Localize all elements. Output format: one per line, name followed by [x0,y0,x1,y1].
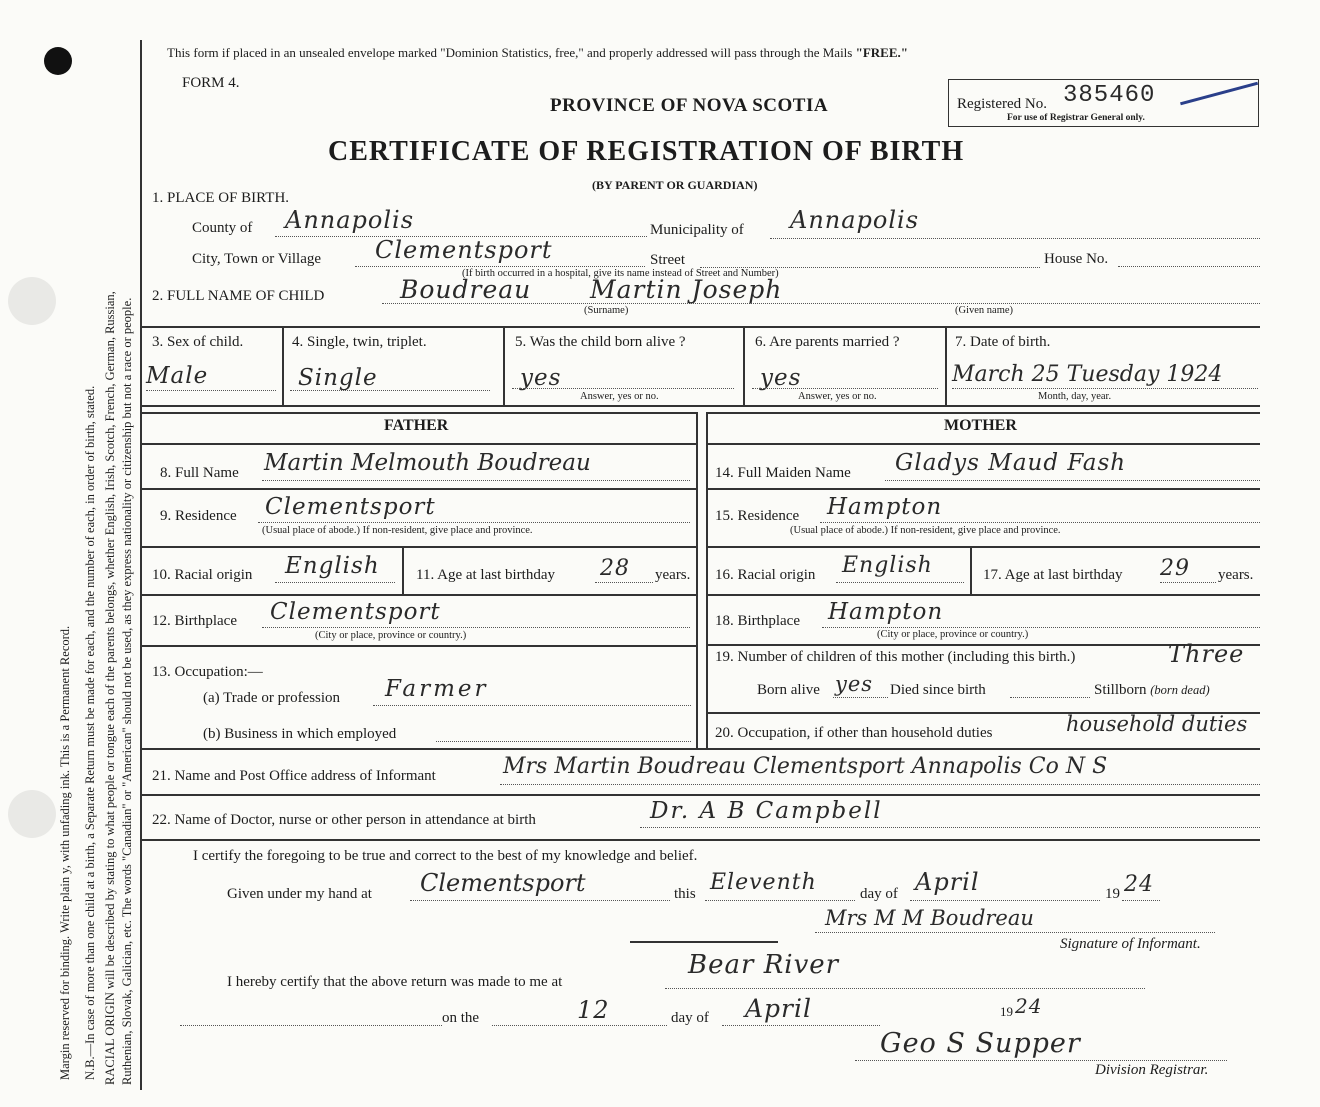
born-alive-value: yes [835,672,874,696]
doctor-bottom-border [142,839,1260,841]
father-trade-label: (a) Trade or profession [203,690,341,706]
father-right-border [696,412,698,748]
mother-residence-line [820,522,1260,523]
father-birthplace-note: (City or place, province or country.) [315,630,467,641]
doctor-label: 22. Name of Doctor, nurse or other person in attendance at birth [152,812,536,828]
alive-value: yes [520,365,562,391]
municipality-label: Municipality of [650,222,744,238]
single-value: Single [298,365,378,391]
mother-racial-divider [970,546,972,594]
mother-residence-note: (Usual place of abode.) If non-resident, give place and province. [790,525,1061,536]
child-given-name: Martin Joseph [590,275,783,304]
form-left-border [140,40,142,1090]
day-of-label: day of [860,886,898,902]
mother-heading: MOTHER [944,417,1017,434]
month-line [910,900,1100,901]
mother-birthplace-label: 18. Birthplace [715,613,800,629]
hospital-note: (If birth occurred in a hospital, give its name instead of Street and Number) [462,268,779,279]
father-row-10-border [142,594,697,596]
given-name-note: (Given name) [955,305,1014,316]
month-value: April [915,868,980,896]
row-3-divider-1 [282,326,284,405]
mother-left-border [706,412,708,748]
registrar-note: For use of Registrar General only. [1007,113,1145,123]
city-label: City, Town or Village [192,251,322,267]
informant-label: 21. Name and Post Office address of Informant [152,768,436,784]
year-value: 24 [1124,872,1154,897]
registrar-place-value: Bear River [688,950,840,980]
born-alive-line [833,697,888,698]
father-residence-line [258,522,690,523]
died-label: Died since birth [890,682,986,698]
municipality-line [770,238,1260,239]
mother-racial-label: 16. Racial origin [715,567,816,583]
father-business-label: (b) Business in which employed [203,726,397,742]
stillborn-text: Stillborn [1094,682,1147,698]
mother-birthplace-value: Hampton [828,599,944,625]
province-heading: PROVINCE OF NOVA SCOTIA [550,95,829,116]
sex-value: Male [146,363,209,389]
sex-label: 3. Sex of child. [152,334,244,350]
registrar-day-line [492,1025,667,1026]
mother-name-line [885,480,1260,481]
row-3-divider-2 [503,326,505,405]
year-prefix: 19 [1105,886,1120,902]
married-line [752,388,938,389]
mother-racial-value: English [842,553,933,578]
registrar-day-value: 12 [577,996,610,1024]
informant-value: Mrs Martin Boudreau Clementsport Annapolis Co N S [503,754,1108,779]
margin-note-binding: Margin reserved for binding. Write plain y, with unfading ink. This is a Permanent Record. [58,625,72,1080]
on-the-label: on the [442,1010,480,1026]
row-3-top-border [142,326,1260,328]
alive-note: Answer, yes or no. [580,391,659,402]
father-heading-border [142,443,697,445]
mother-age-value: 29 [1160,556,1190,581]
father-age-line [595,582,653,583]
alive-label: 5. Was the child born alive ? [515,334,686,350]
doctor-value: Dr. A B Campbell [650,798,883,824]
registrar-statement: I hereby certify that the above return was made to me at [227,974,563,990]
mother-row-15-border [707,546,1260,548]
this-label: this [674,886,696,902]
county-value: Annapolis [285,206,415,234]
dob-line [952,388,1258,389]
child-surname: Boudreau [400,275,532,304]
margin-note-multiple-births: N.B.—In case of more than one child at a birth, a Separate Return must be made for each, and the number of each, in order of birth, stated. [83,385,97,1080]
municipality-value: Annapolis [790,206,920,234]
dob-value: March 25 Tuesday 1924 [952,362,1223,387]
father-business-line [436,741,691,742]
registrar-day-of-label: day of [671,1010,709,1026]
mother-children-label: 19. Number of children of this mother (including this birth.) [715,649,1076,665]
day-line [705,900,855,901]
dob-label: 7. Date of birth. [955,334,1051,350]
row-3-divider-4 [945,326,947,405]
mother-age-label: 17. Age at last birthday [983,567,1123,583]
mail-notice-text: This form if placed in an unsealed envelope marked "Dominion Statistics, free," and properly addressed will pass through the Mails [167,45,856,60]
registrar-signature: Geo S Supper [880,1028,1081,1059]
informant-line [500,784,1260,785]
certificate-subtitle: (BY PARENT OR GUARDIAN) [592,178,758,192]
house-label: House No. [1044,251,1109,267]
city-value: Clementsport [375,236,553,264]
registrar-signature-line [855,1060,1227,1061]
given-place-line [410,900,670,901]
informant-signature: Mrs M M Boudreau [825,906,1034,930]
mother-residence-label: 15. Residence [715,508,800,524]
given-label: Given under my hand at [227,886,372,902]
father-racial-label: 10. Racial origin [152,567,253,583]
certificate-title: CERTIFICATE OF REGISTRATION OF BIRTH [328,136,965,167]
father-racial-line [275,582,395,583]
registered-label: Registered No. [957,96,1047,112]
margin-note-racial-origin-1: RACIAL ORIGIN will be described by stating to what people or tongue each of the parents belongs, whether English, Irish, Scotch, French, German, Russian, [103,291,117,1085]
house-line [1118,266,1260,267]
city-line [355,266,645,267]
father-birthplace-line [262,627,690,628]
parents-top-border [142,412,697,414]
division-registrar-label: Division Registrar. [1095,1062,1209,1078]
mother-children-value: Three [1168,640,1245,668]
surname-note: (Surname) [584,305,629,316]
certify-statement: I certify the foregoing to be true and correct to the best of my knowledge and belief. [193,848,698,864]
informant-signature-label: Signature of Informant. [1060,936,1201,952]
registered-number: 385460 [1063,82,1156,109]
father-birthplace-value: Clementsport [270,599,441,625]
margin-note-racial-origin-2: Ruthenian, Slovak, Galician, etc. The words "Canadian" or "American" should not be used, as they express nationality or citizenship but not a race or people. [120,297,134,1085]
mother-name-value: Gladys Maud Fash [895,450,1127,476]
registrar-year-prefix: 19 [1000,1004,1013,1019]
registrar-place-line [665,988,1145,989]
parents-top-border-right [707,412,1260,414]
day-value: Eleventh [710,870,817,895]
married-note: Answer, yes or no. [798,391,877,402]
county-label: County of [192,220,253,236]
registrar-month-value: April [745,994,812,1023]
father-trade-line [373,705,691,706]
father-residence-label: 9. Residence [160,508,237,524]
father-name-value: Martin Melmouth Boudreau [264,450,591,476]
mother-occupation-label: 20. Occupation, if other than household duties [715,725,993,741]
informant-signature-line [815,932,1215,933]
father-row-12-border [142,645,697,647]
father-age-unit: years. [655,567,691,583]
mother-occupation-value: household duties [1066,712,1248,736]
father-row-9-border [142,546,697,548]
father-racial-divider [402,546,404,594]
married-label: 6. Are parents married ? [755,334,900,350]
father-name-label: 8. Full Name [160,465,239,481]
born-alive-label: Born alive [757,682,820,698]
father-age-value: 28 [600,556,630,581]
mother-age-unit: years. [1218,567,1254,583]
father-occupation-label: 13. Occupation:— [152,664,263,680]
mother-birthplace-line [822,627,1260,628]
single-line [290,390,490,391]
stillborn-label [1094,682,1210,699]
dob-note: Month, day, year. [1038,391,1112,402]
child-name-label: 2. FULL NAME OF CHILD [152,288,325,304]
registered-number-box [948,79,1259,127]
form-number: FORM 4. [182,75,240,91]
parents-bottom-border [142,748,1260,750]
place-heading: 1. PLACE OF BIRTH. [152,190,290,206]
row-3-bottom-border [142,405,1260,407]
certify-divider [630,941,778,943]
mail-notice [167,45,908,61]
given-place-value: Clementsport [420,869,586,897]
married-value: yes [760,365,802,391]
sex-line [146,390,276,391]
father-age-label: 11. Age at last birthday [416,567,555,583]
father-row-8-border [142,488,697,490]
mother-racial-line [836,582,964,583]
stillborn-note: (born dead) [1150,683,1210,697]
binding-hole-top [44,47,72,75]
father-birthplace-label: 12. Birthplace [152,613,237,629]
year-line [1122,900,1160,901]
father-trade-value: Farmer [385,676,489,702]
mother-row-14-border [707,488,1260,490]
mother-birthplace-note: (City or place, province or country.) [877,629,1029,640]
binding-hole-middle [8,277,56,325]
doctor-line [640,827,1260,828]
mother-name-label: 14. Full Maiden Name [715,465,851,481]
mother-residence-value: Hampton [827,494,943,520]
row-3-divider-3 [743,326,745,405]
father-residence-value: Clementsport [265,494,436,520]
single-label: 4. Single, twin, triplet. [292,334,427,350]
father-heading: FATHER [384,417,449,434]
street-label: Street [650,252,685,268]
died-line [1010,697,1090,698]
father-name-line [262,480,690,481]
mail-notice-free: "FREE." [855,45,908,60]
check-mark [1180,82,1258,105]
mother-age-line [1160,582,1216,583]
registrar-leading-line [180,1025,442,1026]
alive-line [512,388,734,389]
registrar-month-line [722,1025,880,1026]
binding-hole-bottom [8,790,56,838]
mother-heading-border [707,443,1260,445]
mother-row-16-border [707,594,1260,596]
father-racial-value: English [285,553,380,579]
informant-bottom-border [142,794,1260,796]
registrar-year-value: 24 [1015,994,1043,1018]
father-residence-note: (Usual place of abode.) If non-resident, give place and province. [262,525,533,536]
